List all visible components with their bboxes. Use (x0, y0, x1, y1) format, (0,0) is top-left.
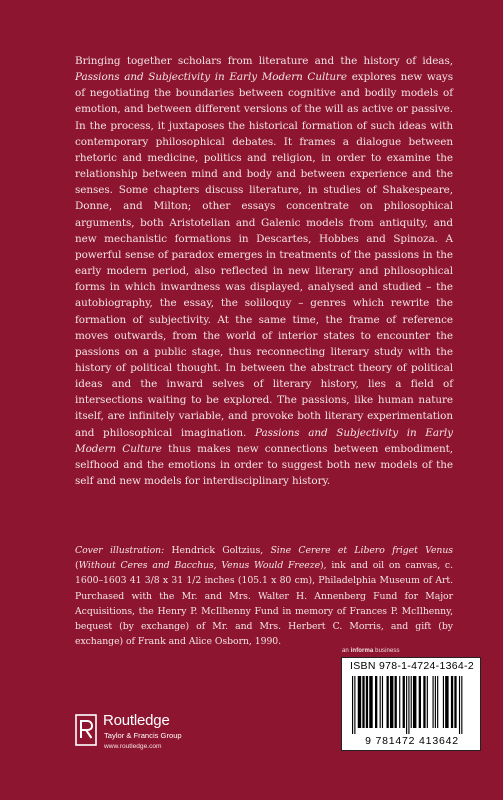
publisher-block (75, 712, 275, 762)
barcode-bar (419, 676, 421, 728)
publisher-group: Taylor & Francis Group (104, 731, 182, 740)
barcode-bar (366, 676, 368, 728)
informa-suffix: business (373, 648, 400, 654)
barcode-digits: 9 781472 413642 (365, 735, 459, 747)
barcode-bar (423, 676, 425, 728)
barcode-bar (461, 676, 462, 734)
barcode-bar (454, 676, 456, 728)
barcode-bar (427, 676, 428, 728)
book-title-italic: Passions and Subjectivity in Early Modern Culture (75, 71, 348, 84)
isbn-text: ISBN 978-1-4724-1364-2 (350, 660, 474, 672)
barcode-bar (403, 676, 405, 728)
cover-details: ), ink and oil on canvas, c. 1600–1603 41 3/8 x 31 1/2 inches (105.1 x 80 cm), Philadelphia Museum of Art. Purchased with the Mr. and Mrs. Walter H. Annenberg Fund for Major Acquisitions, the Henry P. McIlhenny Fund in memory of Frances P. McIlhenny, bequest (by exchange) of Mr. and Mrs. Herbert C. Morris, and gift (by exchange) of Frank and Alice Osborn, 1990. (75, 560, 453, 648)
cover-illustration-credit (75, 543, 453, 649)
barcode-bar (406, 676, 407, 734)
informa-business-tag (342, 648, 400, 654)
barcode-bar (433, 676, 434, 728)
barcode-bar (380, 676, 381, 728)
barcode-bar (395, 676, 397, 728)
cover-work-title: Sine Cerere et Libero friget Venus (270, 545, 453, 556)
publisher-name: Routledge (103, 712, 170, 729)
barcode-bar (387, 676, 389, 728)
routledge-r-logo-icon (75, 714, 97, 746)
back-cover-blurb (75, 53, 453, 489)
barcode-bar (413, 676, 416, 728)
blurb-closing: thus makes new connections between embodiment, selfhood and the emotions in order to suggest both new models of the self and new models for interdisciplinary history. (75, 442, 453, 488)
barcode-bar (362, 676, 364, 728)
book-title-italic-2: Passions and Subjectivity in Early Modern Culture (75, 426, 454, 455)
barcode-bar (352, 676, 353, 734)
blurb-body: explores new ways of negotiating the boundaries between cognitive and bodily models of emotion, and between different versions of the will as active or passive. In the process, it juxtaposes the historical formation of such ideas with contemporary philosophical debates. It frames a dialogue between rhetoric and medicine, politics and religion, in order to examine the relationship between mind and body and between experience and the senses. Some chapters discuss literature, in studies of Shakespeare, Donne, and Milton; other essays concentrate on philosophical arguments, both Aristotelian and Galenic models from antiquity, and new mechanistic formations in Descartes, Hobbes and Spinoza. A powerful sense of paradox emerges in treatments of the passions in the early modern period, also reflected in new literary and philosophical forms in which inwardness was displayed, analysed and studied – the autobiography, the essay, the soliloquy – genres which rewrite the formation of subjectivity. At the same time, the frame of reference moves outwards, from the world of interior states to encounter the passions on a public stage, thus reconnecting literary study with the history of political thought. In between the abstract theory of political ideas and the inward selves of literary history, lies a field of intersections waiting to be explored. The passions, like human nature itself, are infinitely variable, and provoke both literary experimentation and philosophical imagination. (75, 71, 453, 439)
barcode-bar (435, 676, 436, 728)
barcode-bar (399, 676, 400, 728)
barcode-bar (411, 676, 412, 728)
cover-artist: Hendrick Goltzius, (164, 545, 271, 556)
informa-prefix: an (342, 648, 351, 654)
barcode-bar (382, 676, 383, 728)
barcode-bar (459, 676, 460, 734)
cover-paren: ( (75, 560, 79, 572)
informa-brand: informa (350, 648, 374, 654)
isbn-barcode (341, 657, 481, 751)
barcode-icon (350, 676, 474, 734)
barcode-bar (445, 676, 448, 728)
cover-illustration-label: Cover illustration: (75, 545, 165, 556)
barcode-bar (358, 676, 361, 728)
barcode-bar (437, 676, 438, 728)
barcode-bar (369, 676, 372, 728)
blurb-intro: Bringing together scholars from literature and the history of ideas, (75, 55, 453, 67)
barcode-bar (375, 676, 377, 728)
barcode-bar (451, 676, 453, 728)
barcode-bar (354, 676, 355, 734)
barcode-bar (443, 676, 444, 728)
cover-work-translation: Without Ceres and Bacchus, Venus Would Freeze (78, 560, 321, 572)
barcode-bar (408, 676, 409, 734)
publisher-url: www.routledge.com (104, 743, 162, 750)
barcode-bar (390, 676, 393, 728)
